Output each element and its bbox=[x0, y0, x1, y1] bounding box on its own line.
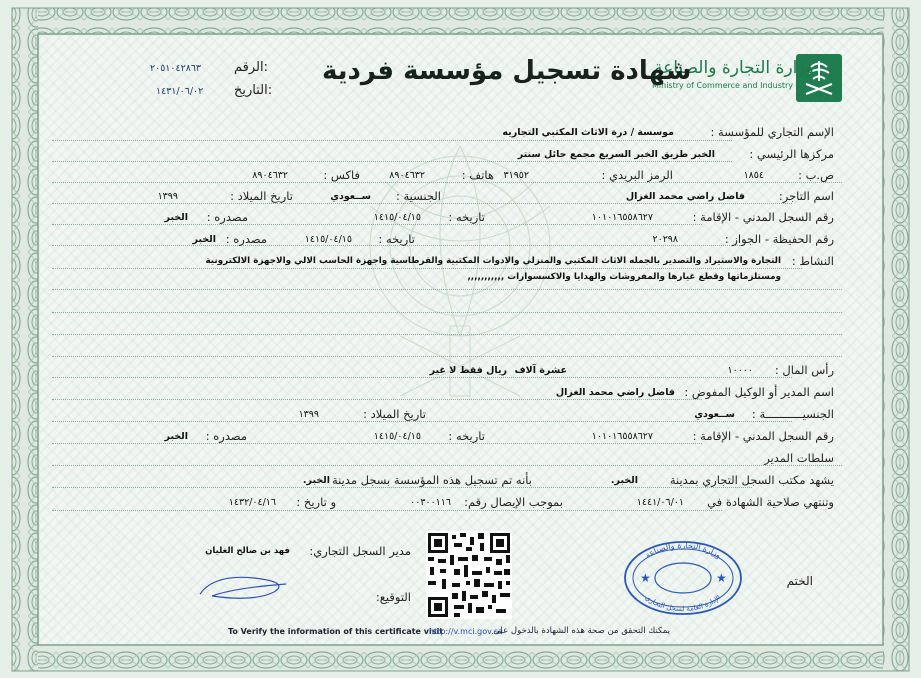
director-name: فهد بن صالح الغليان bbox=[205, 546, 290, 556]
rule-line bbox=[52, 161, 732, 162]
stamp-label: الختم bbox=[786, 574, 813, 588]
rule-line bbox=[52, 203, 792, 204]
passport-date-value: ١٤١٥/٠٤/١٥ bbox=[304, 234, 352, 245]
capital-currency: ريال فقط لا غير bbox=[429, 365, 507, 376]
birth-label: تاريخ الميلاد : bbox=[230, 189, 293, 203]
attest-city-2: الخبر. bbox=[302, 475, 330, 486]
civil-id-value: ١٠١٠١٦٥٥٨٦٢٧ bbox=[591, 212, 653, 223]
verify-text-en: To Verify the information of this certificate visit bbox=[228, 627, 444, 636]
rule-line bbox=[52, 289, 842, 290]
director-label: مدير السجل التجاري: bbox=[309, 544, 411, 558]
rule-line bbox=[52, 465, 842, 466]
date-value: ١٤٣١/٠٦/٠٢ bbox=[156, 86, 204, 97]
manager-birth-label: تاريخ الميلاد : bbox=[363, 407, 426, 421]
rule-line bbox=[52, 312, 842, 313]
merchant-label: اسم التاجر: bbox=[778, 189, 834, 203]
attest-city-1: الخبر. bbox=[610, 475, 638, 486]
passport-label: رقم الحفيظة - الجواز : bbox=[724, 232, 834, 246]
manager-nationality-value: ســعودي bbox=[694, 409, 735, 420]
civil-date-value: ١٤١٥/٠٤/١٥ bbox=[373, 212, 421, 223]
passport-source-value: الخبر bbox=[192, 234, 216, 245]
manager-name-value: فاضل راضي محمد الغزال bbox=[555, 387, 675, 398]
pobox-label: ص.ب : bbox=[798, 168, 834, 182]
receipt-value: ٠٠٣٠٠١١٦ bbox=[410, 497, 451, 508]
receipt-label: بموجب الإيصال رقم: bbox=[464, 495, 563, 509]
ministry-name-ar: وزارة التجارة والصناعة bbox=[654, 58, 814, 78]
rule-line bbox=[52, 268, 802, 269]
rule-line bbox=[52, 510, 722, 511]
manager-name-label: اسم المدير أو الوكيل المفوض : bbox=[684, 385, 834, 399]
expiry-label: وتنتهي صلاحية الشهادة في bbox=[707, 495, 834, 509]
passport-date-label: تاريخه : bbox=[378, 232, 415, 246]
manager-civil-value: ١٠١٠١٦٥٥٨٦٢٧ bbox=[591, 431, 653, 442]
rule-line bbox=[52, 443, 702, 444]
capital-label: رأس المال : bbox=[774, 363, 834, 377]
number-label: الرقم: bbox=[234, 60, 269, 75]
manager-source-label: مصدره : bbox=[205, 429, 247, 443]
activity-line-2: ومستلزماتها وقطع غيارها والمفروشات والهدايا والاكسسوارات ,,,,,,,,,,, bbox=[467, 272, 781, 282]
date-label: التاريخ: bbox=[234, 83, 273, 98]
passport-value: ٢٠٢٩٨ bbox=[652, 234, 678, 245]
number-value: ٢٠٥١٠٤٢٨٦٣ bbox=[150, 63, 202, 74]
rule-line bbox=[52, 334, 842, 335]
rule-line bbox=[52, 140, 732, 141]
stamp-text-top: وزارة التجارة والصناعة bbox=[643, 540, 723, 561]
manager-civil-date-value: ١٤١٥/٠٤/١٥ bbox=[373, 431, 421, 442]
civil-source-value: الخبر bbox=[164, 212, 188, 223]
trade-name-label: الإسم التجاري للمؤسسة : bbox=[710, 125, 834, 139]
activity-label: النشاط : bbox=[791, 254, 834, 268]
nationality-value: ســعودي bbox=[330, 191, 371, 202]
receipt-date-value: ١٤٣٢/٠٤/١٦ bbox=[228, 497, 276, 508]
activity-line-1: التجارة والاستيراد والتصدير بالجمله الاثاث المكتبي والمنزلي والادوات المكتبية والقرطاسية واجهزة الحاسب الالي والاجهزة الالكترونية bbox=[205, 256, 781, 266]
trade-name-value: موسسة / درة الاثاث المكتبي التجاريه bbox=[502, 127, 674, 138]
hq-label: مركزها الرئيسي : bbox=[749, 147, 834, 161]
rule-line bbox=[52, 399, 702, 400]
manager-civil-label: رقم السجل المدني - الإقامة : bbox=[692, 429, 834, 443]
attest-office-label: يشهد مكتب السجل التجاري بمدينة bbox=[669, 473, 834, 487]
postal-value: ٣١٩٥٢ bbox=[503, 170, 529, 181]
ministry-name-en: Ministry of Commerce and Industry bbox=[652, 81, 794, 90]
svg-text:وزارة التجارة والصناعة bbox=[643, 541, 722, 560]
verify-text-ar: يمكنك التحقق من صحة هذه الشهادة بالدخول على bbox=[493, 626, 670, 636]
signature-label: التوقيع: bbox=[375, 590, 411, 604]
manager-birth-value: ١٣٩٩ bbox=[298, 409, 319, 420]
manager-nationality-label: الجنسيـــــــــــة : bbox=[751, 407, 834, 421]
manager-powers-label: سلطات المدير bbox=[764, 451, 834, 465]
civil-source-label: مصدره : bbox=[206, 210, 248, 224]
merchant-value: فاضل راضي محمد الغزال bbox=[625, 191, 745, 202]
civil-id-label: رقم السجل المدني - الإقامة : bbox=[692, 210, 834, 224]
rule-line bbox=[52, 356, 842, 357]
official-stamp-icon bbox=[622, 539, 744, 617]
svg-text:★: ★ bbox=[640, 571, 651, 585]
rule-line bbox=[52, 224, 702, 225]
stamp-text-bottom: الإدارة العامة لسجل التجاري bbox=[643, 593, 723, 614]
phone-value: ٨٩٠٤٦٣٢ bbox=[389, 170, 425, 181]
rule-line bbox=[52, 421, 792, 422]
fax-value: ٨٩٠٤٦٣٢ bbox=[252, 170, 288, 181]
capital-value: ١٠٠٠٠ bbox=[727, 365, 753, 376]
fax-label: فاكس : bbox=[323, 168, 360, 182]
expiry-value: ١٤٤١/٠٦/٠١ bbox=[636, 497, 684, 508]
rule-line bbox=[52, 182, 842, 183]
qr-code-icon bbox=[426, 531, 512, 619]
birth-value: ١٣٩٩ bbox=[157, 191, 178, 202]
pobox-value: ١٨٥٤ bbox=[743, 170, 764, 181]
phone-label: هاتف : bbox=[461, 168, 494, 182]
capital-words: عشرة آلاف bbox=[514, 365, 567, 376]
manager-source-value: الخبر bbox=[164, 431, 188, 442]
svg-text:★: ★ bbox=[716, 571, 727, 585]
postal-label: الرمز البريدي : bbox=[601, 168, 673, 182]
hq-value: الخبر طريق الخبر السريع مجمع حائل سنتر bbox=[517, 149, 715, 160]
signature-icon bbox=[194, 570, 294, 604]
certificate-title: شهادة تسجيل مؤسسة فردية bbox=[322, 56, 692, 86]
civil-date-label: تاريخه : bbox=[448, 210, 485, 224]
attest-registered-label: بأنه تم تسجيل هذه المؤسسة بسجل مدينة bbox=[331, 473, 532, 487]
nationality-label: الجنسية : bbox=[395, 189, 441, 203]
passport-source-label: مصدره : bbox=[225, 232, 267, 246]
manager-civil-date-label: تاريخه : bbox=[448, 429, 485, 443]
rule-line bbox=[52, 487, 752, 488]
verify-link[interactable]: http://v.mci.gov.sa bbox=[429, 627, 503, 636]
receipt-date-label: و تاريخ : bbox=[296, 495, 336, 509]
rule-line bbox=[52, 377, 792, 378]
